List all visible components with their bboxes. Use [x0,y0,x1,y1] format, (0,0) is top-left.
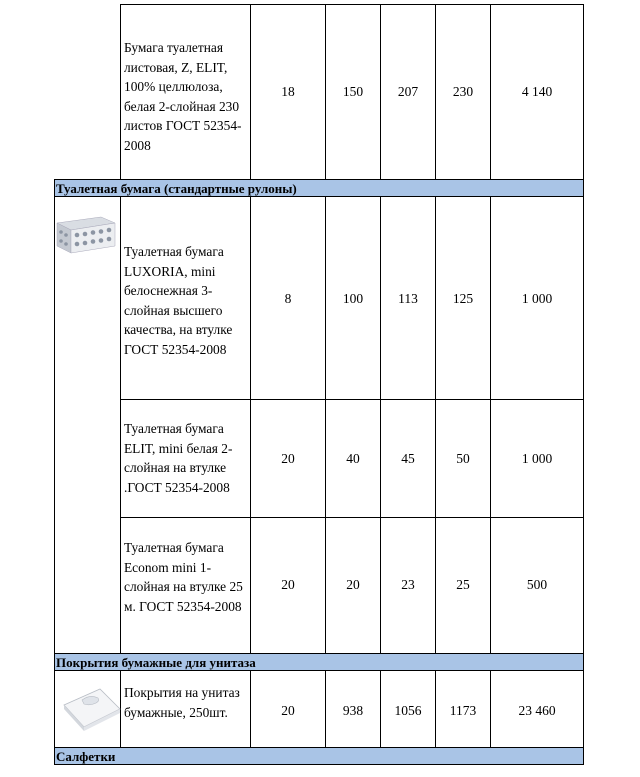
grid-line [583,653,584,747]
cell-qty: 20 [281,703,295,718]
cell-price-3: 50 [456,451,470,466]
grid-line [120,197,121,653]
cell-price-2: 23 [401,577,415,592]
cell-price-3: 125 [452,291,474,306]
cell-total: 23 460 [518,703,556,718]
grid-line [120,4,584,5]
cell-price-3: 230 [452,84,474,99]
grid-line [120,4,121,179]
section-header-napkins: Салфетки [54,747,583,765]
cell-qty: 20 [281,577,295,592]
cell-qty: 18 [281,84,295,99]
grid-line [583,4,584,179]
cell-price-3: 1173 [449,703,477,718]
cell-price-1: 938 [342,703,364,718]
toilet-paper-rolls-icon [55,213,117,255]
grid-line [583,747,584,765]
grid-line [54,747,55,765]
cell-total: 1 000 [521,451,553,466]
cell-price-1: 40 [346,451,360,466]
cell-price-1: 20 [346,577,360,592]
product-name: Покрытия на унитаз бумажные, 250шт. [124,685,240,720]
product-name: Туалетная бумага LUXORIA, mini белоснежная 3-слойная высшего качества, на втулке ГОСТ 52354-2008 [124,244,233,357]
cell-price-2: 1056 [394,703,422,718]
cell-price-2: 113 [398,291,418,306]
cell-total: 1 000 [521,291,553,306]
grid-line [120,399,584,400]
grid-line [583,179,584,653]
toilet-seat-cover-icon [60,681,122,733]
section-header-rolls: Туалетная бумага (стандартные рулоны) [54,179,583,197]
grid-line [54,653,55,747]
cell-total: 500 [526,577,548,592]
cell-total: 4 140 [521,84,553,99]
cell-price-1: 150 [342,84,364,99]
product-name: Бумага туалетная листовая, Z, ELIT, 100% целлюлоза, белая 2-слойная 230 листов ГОСТ 52354-2008 [124,40,242,153]
cell-price-1: 100 [342,291,364,306]
cell-price-2: 207 [397,84,419,99]
product-name: Туалетная бумага ELIT, mini белая 2-слойная на втулке .ГОСТ 52354-2008 [124,421,233,495]
cell-price-3: 25 [456,577,470,592]
cell-qty: 8 [284,291,292,306]
section-header-covers: Покрытия бумажные для унитаза [54,653,583,671]
cell-qty: 20 [281,451,295,466]
product-name: Туалетная бумага Econom mini 1-слойная на втулке 25 м. ГОСТ 52354-2008 [124,540,243,614]
cell-price-2: 45 [401,451,415,466]
grid-line [120,517,584,518]
